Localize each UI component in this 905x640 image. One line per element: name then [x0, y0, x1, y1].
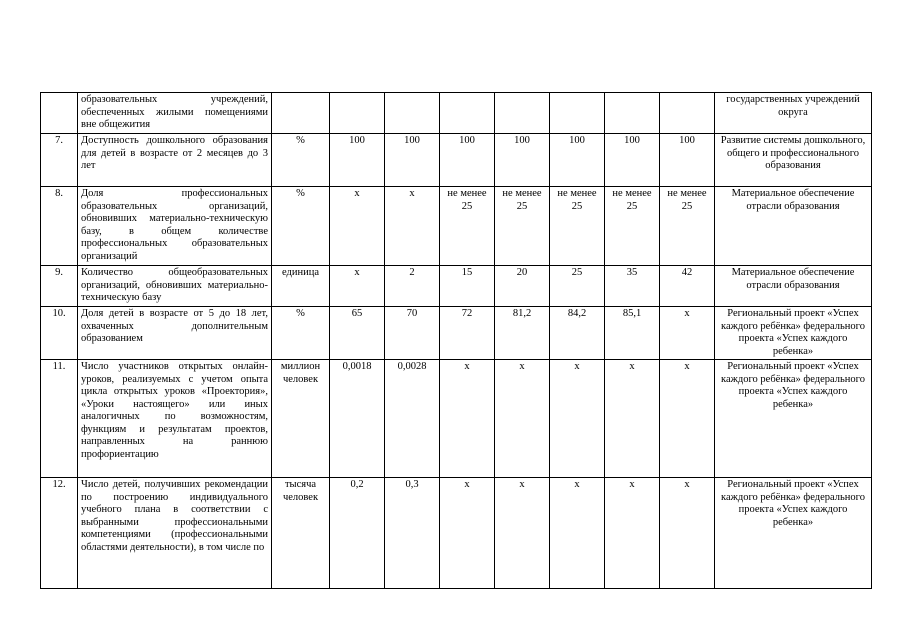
row-number-cell — [41, 93, 78, 134]
unit-cell: % — [272, 307, 330, 360]
indicators-table — [40, 92, 872, 589]
value-cell: 15 — [440, 266, 495, 307]
indicator-name-cell: Количество общеобразовательных организаций, обновивших материально-техническую базу — [78, 266, 272, 307]
table-row — [41, 266, 872, 307]
unit-cell: тысяча человек — [272, 478, 330, 589]
unit-cell: единица — [272, 266, 330, 307]
source-cell: Материальное обеспечение отрасли образования — [715, 266, 872, 307]
value-cell: 100 — [495, 134, 550, 187]
value-cell: 0,0018 — [330, 360, 385, 478]
value-cell — [385, 93, 440, 134]
row-number-cell: 12. — [41, 478, 78, 589]
value-cell: х — [330, 187, 385, 266]
value-cell: 2 — [385, 266, 440, 307]
unit-cell — [272, 93, 330, 134]
value-cell: 0,2 — [330, 478, 385, 589]
indicator-name-cell: Доля профессиональных образовательных организаций, обновивших материально-техническую базу, в общем количестве профессиональных образовательных организаций — [78, 187, 272, 266]
value-cell: х — [330, 266, 385, 307]
value-cell: 100 — [330, 134, 385, 187]
value-cell — [605, 93, 660, 134]
value-cell: х — [440, 478, 495, 589]
source-cell: Развитие системы дошкольного, общего и профессионального образования — [715, 134, 872, 187]
value-cell: 42 — [660, 266, 715, 307]
value-cell: 20 — [495, 266, 550, 307]
value-cell: х — [605, 360, 660, 478]
source-cell: Региональный проект «Успех каждого ребёнка» федерального проекта «Успех каждого ребенка» — [715, 360, 872, 478]
value-cell: не менее 25 — [495, 187, 550, 266]
value-cell: х — [660, 360, 715, 478]
source-cell: Материальное обеспечение отрасли образования — [715, 187, 872, 266]
value-cell: 81,2 — [495, 307, 550, 360]
unit-cell: % — [272, 134, 330, 187]
value-cell: 72 — [440, 307, 495, 360]
row-number-cell: 8. — [41, 187, 78, 266]
value-cell: 35 — [605, 266, 660, 307]
value-cell — [550, 93, 605, 134]
value-cell: х — [440, 360, 495, 478]
source-cell: государственных учреждений округа — [715, 93, 872, 134]
table-row — [41, 93, 872, 134]
value-cell: не менее 25 — [660, 187, 715, 266]
value-cell: 84,2 — [550, 307, 605, 360]
indicator-name-cell: Число детей, получивших рекомендации по построению индивидуального учебного плана в соответствии с выбранными профессиональными компетенциями (профессиональными областями деятельности), в том числе по — [78, 478, 272, 589]
table-row — [41, 307, 872, 360]
row-number-cell: 10. — [41, 307, 78, 360]
value-cell: х — [550, 478, 605, 589]
value-cell: не менее 25 — [605, 187, 660, 266]
table-body — [41, 93, 872, 589]
value-cell: х — [385, 187, 440, 266]
value-cell: х — [495, 360, 550, 478]
indicator-name-cell: Число участников открытых онлайн-уроков, реализуемых с учетом опыта цикла открытых уроков «Проектория», «Уроки настоящего» или иных аналогичных по возможностям, функциям и результатам проектов, направленных на раннюю профориентацию — [78, 360, 272, 478]
value-cell: 100 — [440, 134, 495, 187]
value-cell: х — [495, 478, 550, 589]
table-row — [41, 478, 872, 589]
value-cell: 85,1 — [605, 307, 660, 360]
value-cell: х — [660, 478, 715, 589]
value-cell: х — [550, 360, 605, 478]
value-cell: х — [660, 307, 715, 360]
table-row — [41, 360, 872, 478]
value-cell: 100 — [385, 134, 440, 187]
row-number-cell: 9. — [41, 266, 78, 307]
indicator-name-cell: Доля детей в возрасте от 5 до 18 лет, охваченных дополнительным образованием — [78, 307, 272, 360]
value-cell: 0,0028 — [385, 360, 440, 478]
value-cell — [495, 93, 550, 134]
value-cell: 70 — [385, 307, 440, 360]
value-cell: 100 — [660, 134, 715, 187]
value-cell: не менее 25 — [550, 187, 605, 266]
indicator-name-cell: образовательных учреждений, обеспеченных жилыми помещениями вне общежития — [78, 93, 272, 134]
source-cell: Региональный проект «Успех каждого ребёнка» федерального проекта «Успех каждого ребенка» — [715, 307, 872, 360]
value-cell: 25 — [550, 266, 605, 307]
value-cell: 0,3 — [385, 478, 440, 589]
row-number-cell: 11. — [41, 360, 78, 478]
value-cell — [330, 93, 385, 134]
value-cell: не менее 25 — [440, 187, 495, 266]
table-row — [41, 134, 872, 187]
unit-cell: миллион человек — [272, 360, 330, 478]
indicator-name-cell: Доступность дошкольного образования для детей в возрасте от 2 месяцев до 3 лет — [78, 134, 272, 187]
value-cell: х — [605, 478, 660, 589]
value-cell: 100 — [550, 134, 605, 187]
value-cell: 100 — [605, 134, 660, 187]
row-number-cell: 7. — [41, 134, 78, 187]
unit-cell: % — [272, 187, 330, 266]
source-cell: Региональный проект «Успех каждого ребёнка» федерального проекта «Успех каждого ребенка» — [715, 478, 872, 589]
value-cell: 65 — [330, 307, 385, 360]
value-cell — [660, 93, 715, 134]
value-cell — [440, 93, 495, 134]
table-row — [41, 187, 872, 266]
